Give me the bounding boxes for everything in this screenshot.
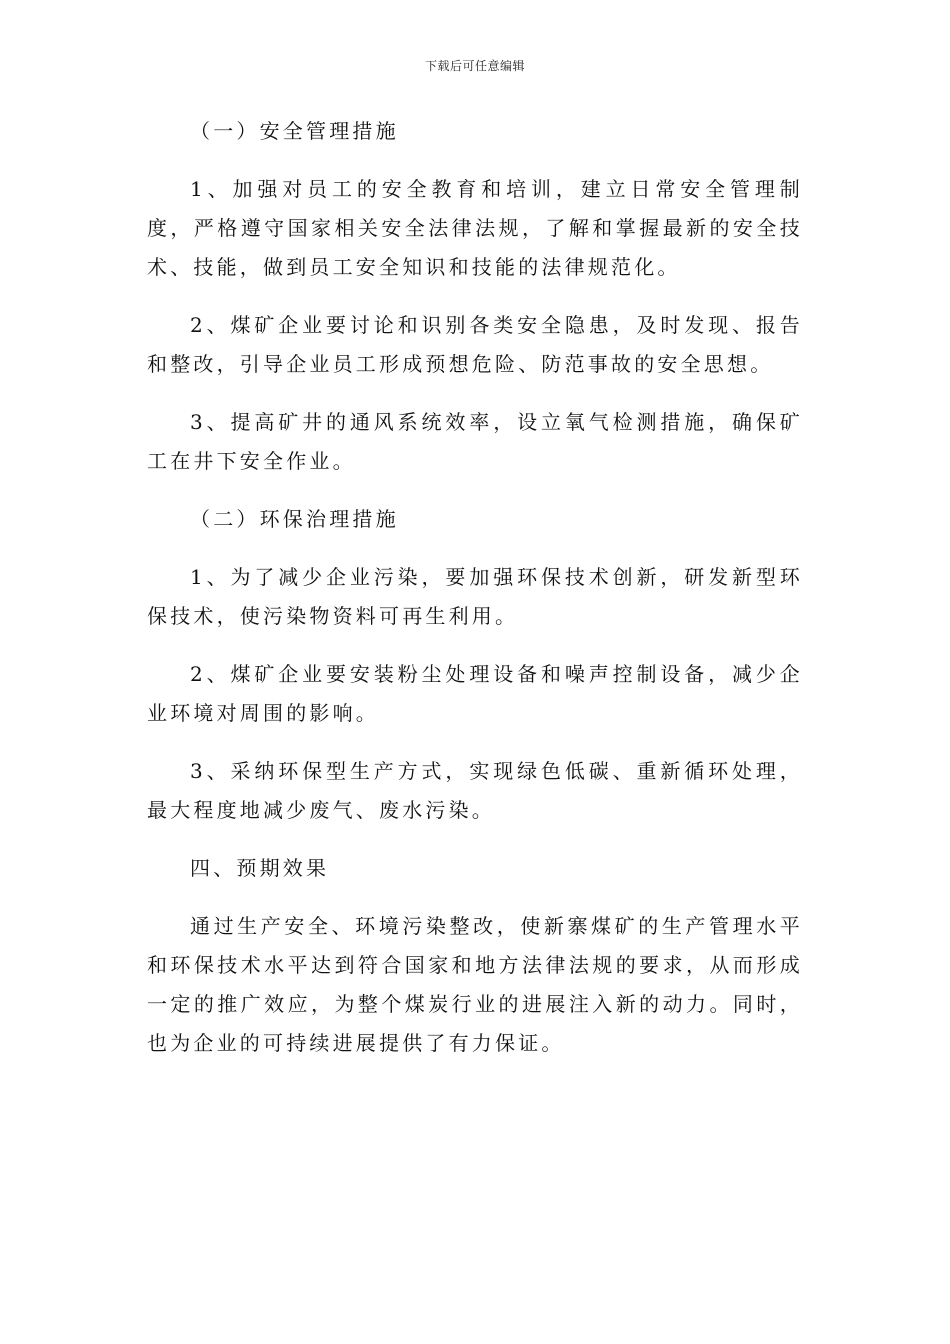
paragraph-environment-1: 1、为了减少企业污染，要加强环保技术创新，研发新型环保技术，使污染物资料可再生利用。 [147,565,803,628]
paragraph-safety-3: 3、提高矿井的通风系统效率，设立氧气检测措施，确保矿工在井下安全作业。 [147,410,803,473]
section-heading-environment: （二）环保治理措施 [190,507,399,531]
paragraph-environment-2: 2、煤矿企业要安装粉尘处理设备和噪声控制设备，减少企业环境对周围的影响。 [147,662,803,725]
document-body [147,112,803,1082]
section-heading-expected-results: 四、预期效果 [190,856,330,880]
section-heading-safety: （一）安全管理措施 [190,119,399,143]
paragraph-safety-1: 1、加强对员工的安全教育和培训，建立日常安全管理制度，严格遵守国家相关安全法律法规，了解和掌握最新的安全技术、技能，做到员工安全知识和技能的法律规范化。 [147,177,803,279]
paragraph-safety-2: 2、煤矿企业要讨论和识别各类安全隐患，及时发现、报告和整改，引导企业员工形成预想危险、防范事故的安全思想。 [147,313,803,376]
paragraph-expected-results: 通过生产安全、环境污染整改，使新寨煤矿的生产管理水平和环保技术水平达到符合国家和地方法律法规的要求，从而形成一定的推广效应，为整个煤炭行业的进展注入新的动力。同时，也为企业的可持续进展提供了有力保证。 [147,914,803,1055]
paragraph-environment-3: 3、采纳环保型生产方式，实现绿色低碳、重新循环处理，最大程度地减少废气、废水污染。 [147,759,803,822]
header-note: 下载后可任意编辑 [424,59,525,73]
